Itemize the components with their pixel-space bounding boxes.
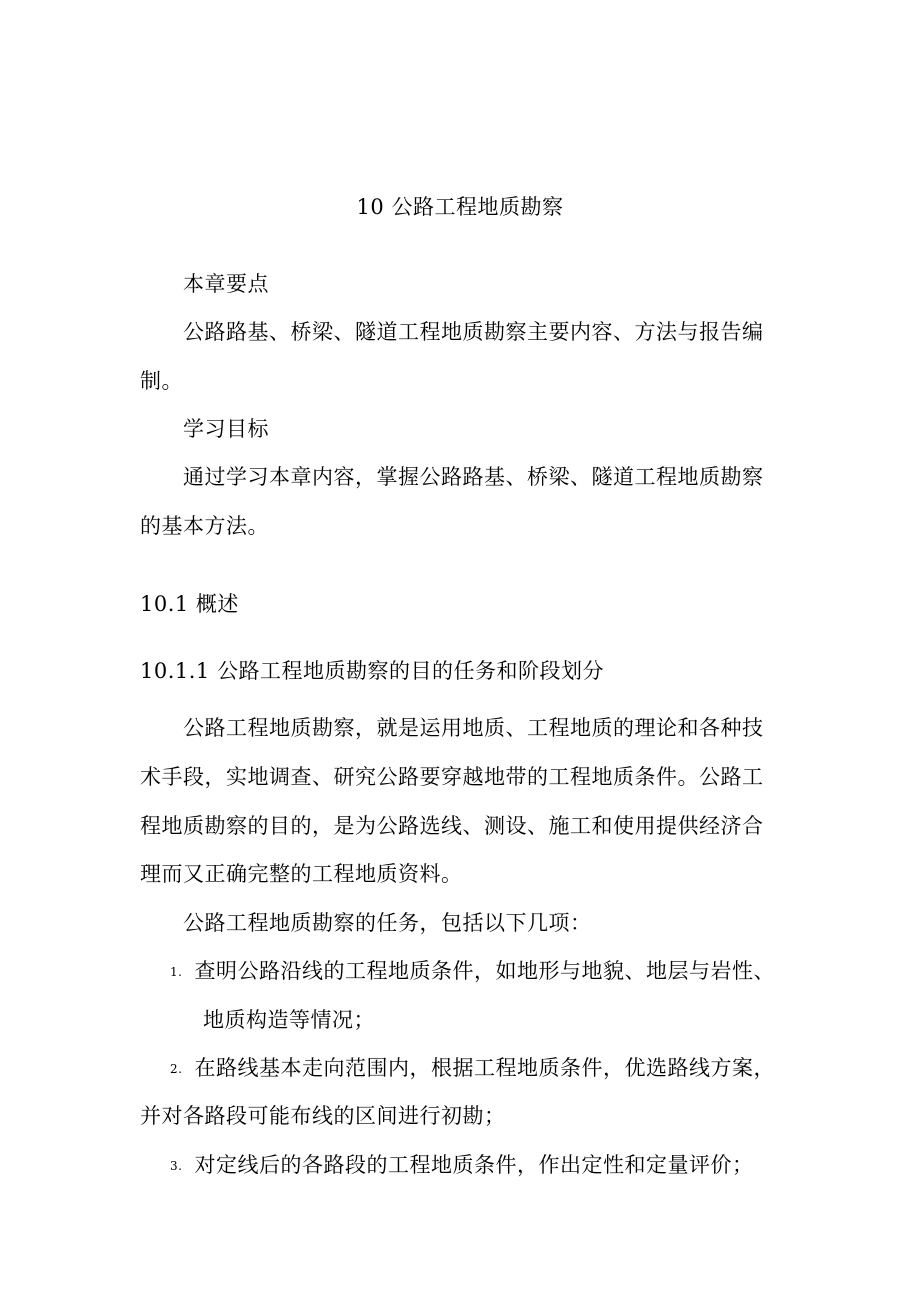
task-item-text: 在路线基本走向范围内，根据工程地质条件，优选路线方案， <box>194 1056 775 1080</box>
objectives-text-line-2: 的基本方法。 <box>140 514 269 538</box>
paragraph-line: 公路工程地质勘察，就是运用地质、工程地质的理论和各种技 <box>183 716 764 740</box>
task-item-1 <box>170 957 775 986</box>
task-item-1-continuation: 地质构造等情况； <box>203 1008 375 1032</box>
list-number: 3. <box>170 1159 183 1173</box>
tasks-intro: 公路工程地质勘察的任务，包括以下几项： <box>183 911 592 935</box>
task-item-text: 查明公路沿线的工程地质条件，如地形与地貌、地层与岩性、 <box>194 959 775 983</box>
task-item-text: 对定线后的各路段的工程地质条件，作出定性和定量评价； <box>194 1153 754 1177</box>
key-points-text-line-2: 制。 <box>140 369 183 393</box>
objectives-heading: 学习目标 <box>183 417 269 441</box>
paragraph-line: 术手段，实地调查、研究公路要穿越地带的工程地质条件。公路工 <box>140 765 764 789</box>
task-item-2 <box>170 1054 775 1083</box>
chapter-title: 10 公路工程地质勘察 <box>356 195 564 219</box>
list-number: 1. <box>170 965 183 979</box>
paragraph-line: 理而又正确完整的工程地质资料。 <box>140 862 463 886</box>
paragraph-line: 程地质勘察的目的，是为公路选线、测设、施工和使用提供经济合 <box>140 814 764 838</box>
task-item-2-continuation: 并对各路段可能布线的区间进行初勘； <box>140 1104 506 1128</box>
objectives-text-line-1: 通过学习本章内容，掌握公路路基、桥梁、隧道工程地质勘察 <box>183 465 764 489</box>
key-points-text-line-1: 公路路基、桥梁、隧道工程地质勘察主要内容、方法与报告编 <box>183 320 764 344</box>
task-item-3 <box>170 1151 753 1180</box>
section-heading-10-1-1: 10.1.1 公路工程地质勘察的目的任务和阶段划分 <box>140 659 604 683</box>
key-points-heading: 本章要点 <box>183 272 269 296</box>
list-number: 2. <box>170 1062 183 1076</box>
section-heading-10-1: 10.1 概述 <box>140 592 239 616</box>
